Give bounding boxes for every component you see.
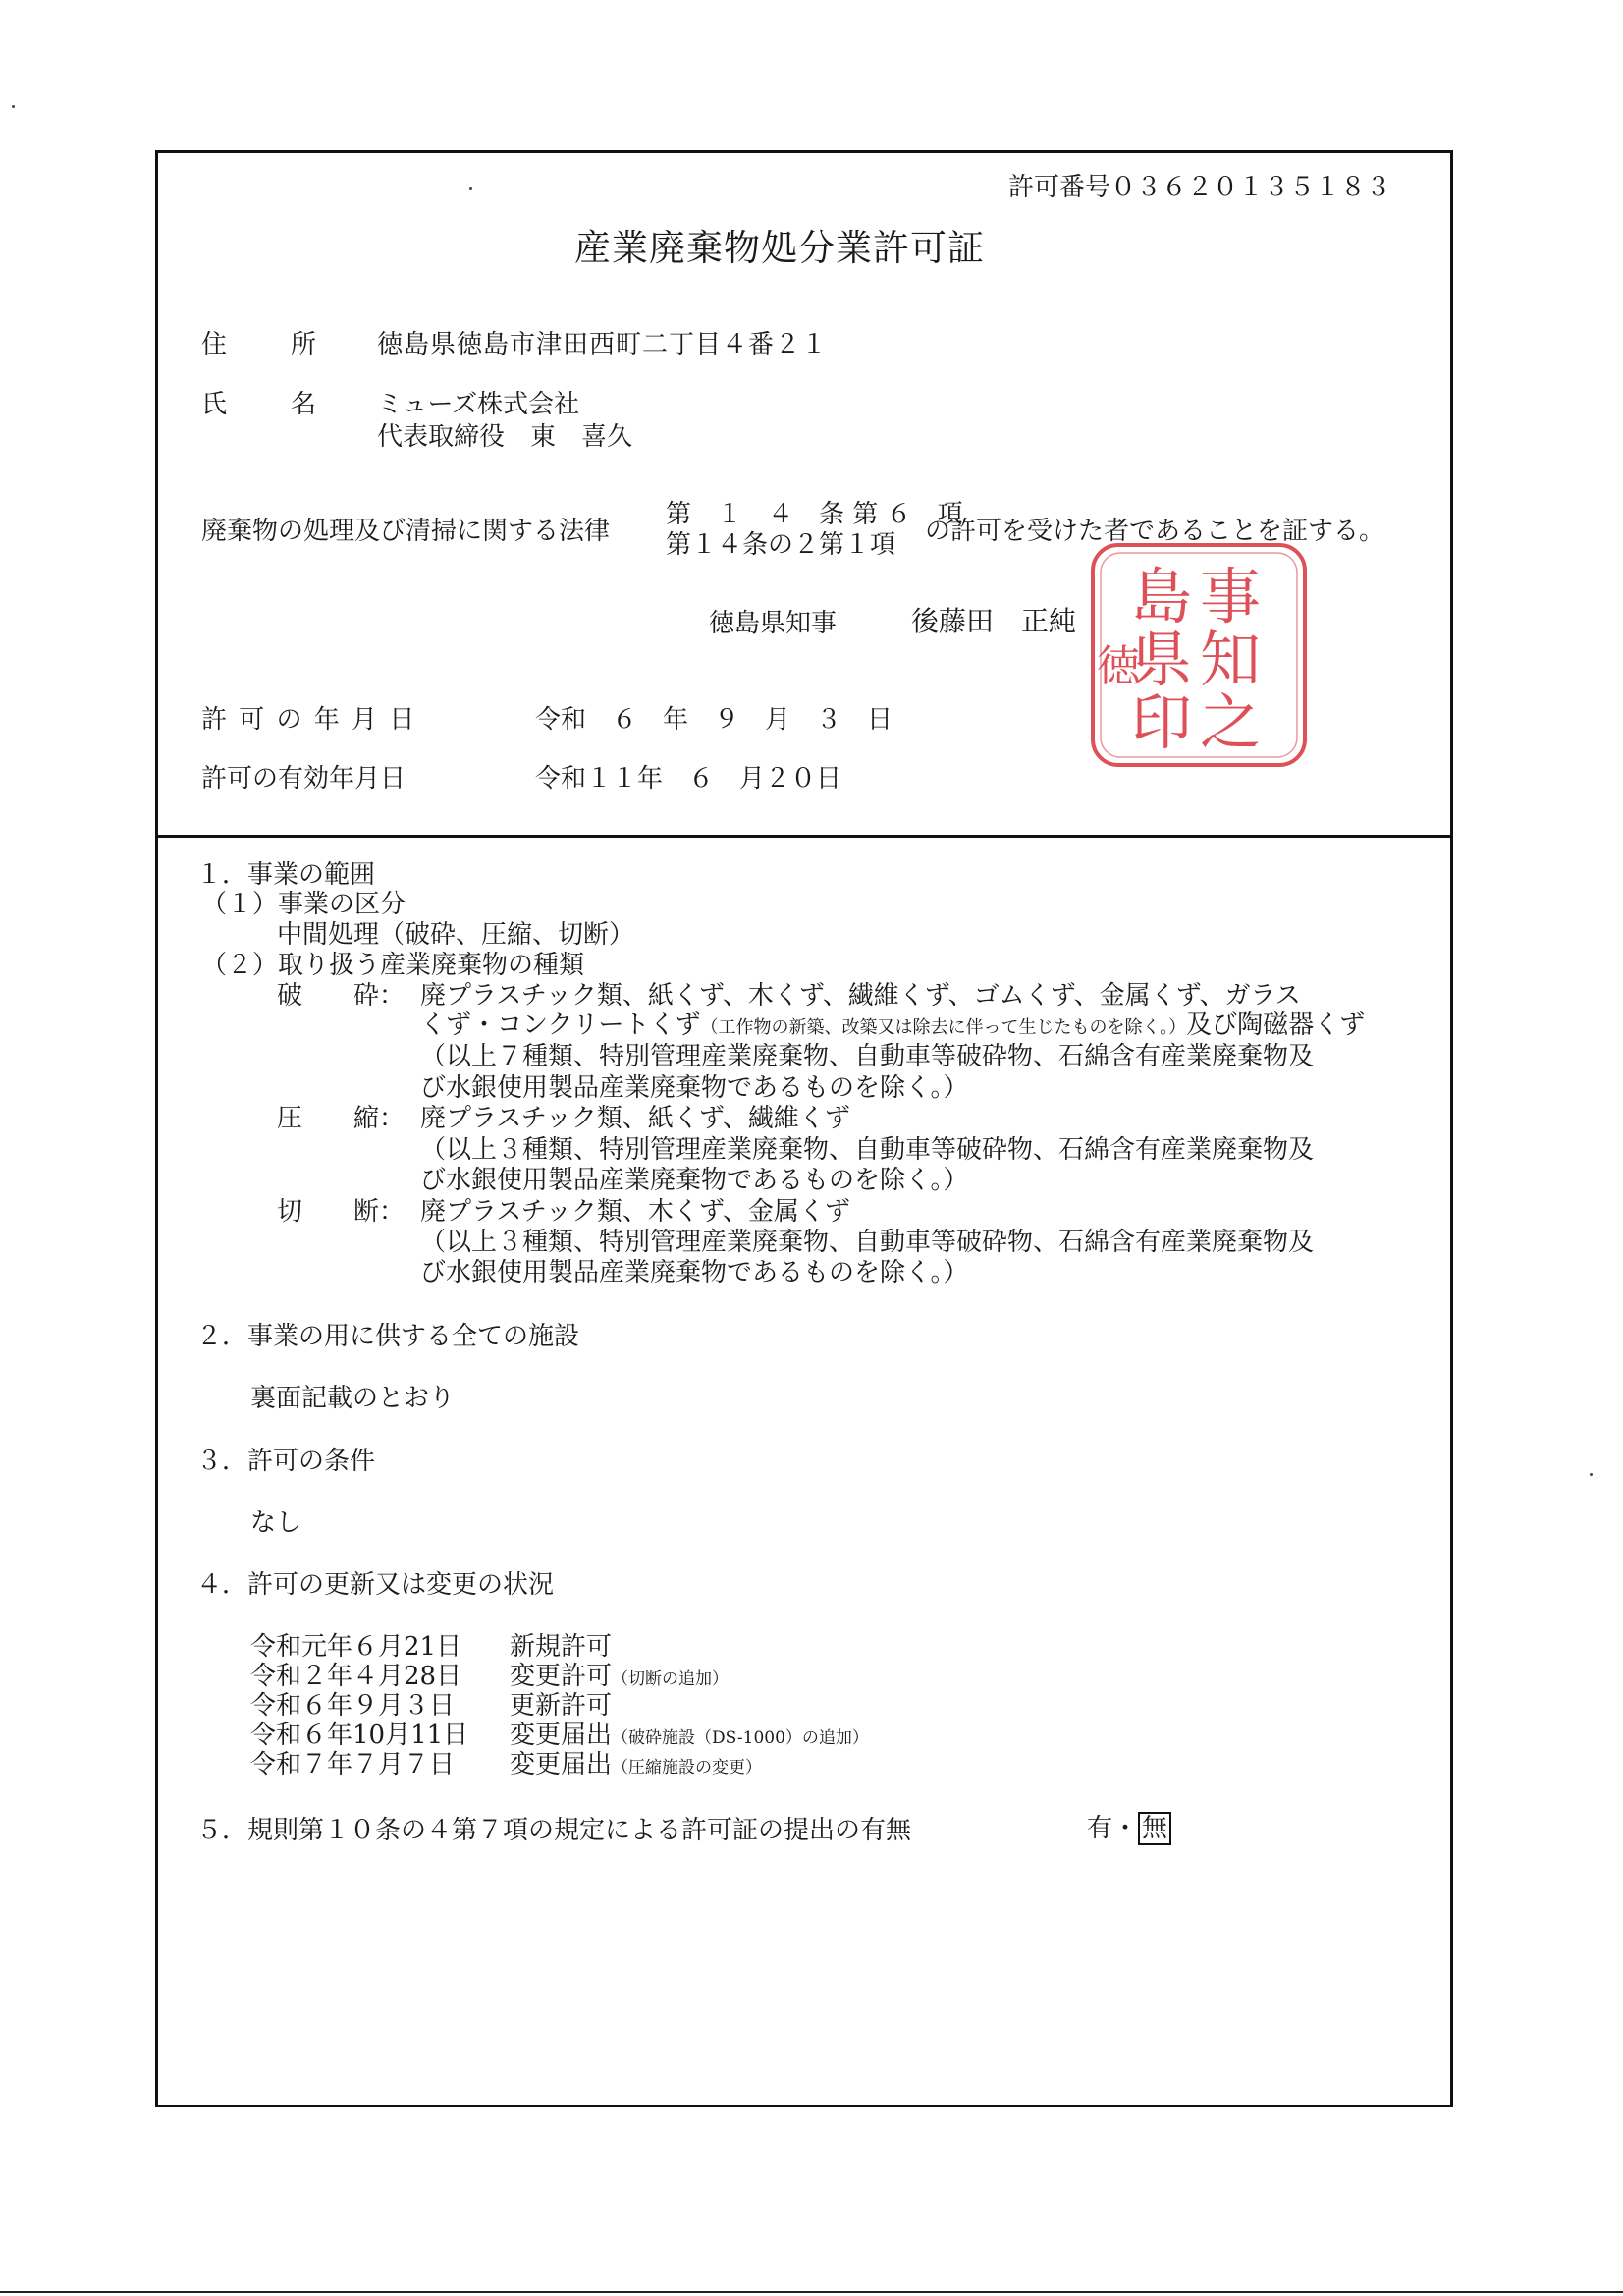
- section-4-heading: ４．許可の更新又は変更の状況: [196, 1570, 555, 1600]
- option-no-circled: 無: [1138, 1812, 1171, 1845]
- certification-article-2: 第１４条の２第１項: [666, 530, 896, 560]
- history-date: 令和６年10月11日: [250, 1721, 469, 1750]
- history-event: 変更許可（切断の追加）: [510, 1662, 730, 1691]
- section-1-heading: １．事業の範囲: [196, 860, 376, 890]
- company-name: ミューズ株式会社: [377, 390, 580, 419]
- permit-number: 許可番号０３６２０１３５１８３: [1008, 173, 1392, 202]
- cut-label: 切 断：: [277, 1197, 406, 1227]
- scan-speck: [1590, 1473, 1593, 1476]
- crush-label: 破 砕：: [277, 981, 406, 1011]
- option-yes: 有: [1087, 1814, 1113, 1843]
- address-value: 徳島県徳島市津田西町二丁目４番２１: [377, 330, 829, 359]
- crush-line-1: 廃プラスチック類、紙くず、木くず、繊維くず、ゴムくず、金属くず、ガラス: [420, 981, 1301, 1011]
- history-date: 令和６年９月３日: [250, 1691, 456, 1721]
- seal-char: 県: [1130, 624, 1193, 695]
- seal-char: 徳: [1097, 641, 1140, 691]
- compress-line-3: び水銀使用製品産業廃棄物であるものを除く。）: [420, 1166, 969, 1195]
- compress-line-2: （以上３種類、特別管理産業廃棄物、自動車等破砕物、石綿含有産業廃棄物及: [420, 1135, 1315, 1165]
- cut-line-2: （以上３種類、特別管理産業廃棄物、自動車等破砕物、石綿含有産業廃棄物及: [420, 1228, 1315, 1257]
- section-3-value: なし: [250, 1508, 302, 1538]
- crush-line-3: （以上７種類、特別管理産業廃棄物、自動車等破砕物、石綿含有産業廃棄物及: [420, 1042, 1315, 1071]
- permit-date-label: 許 可 の 年 月 日: [201, 705, 417, 735]
- section-1-sub1: （１）事業の区分: [201, 890, 406, 919]
- name-label-2: 名: [291, 390, 317, 419]
- history-event: 変更届出（破砕施設（DS-1000）の追加）: [510, 1721, 869, 1750]
- seal-char: 事: [1199, 561, 1262, 632]
- certification-suffix: の許可を受けた者であることを証する。: [925, 517, 1385, 546]
- page-bottom-edge: [0, 2291, 1623, 2293]
- valid-date-label: 許可の有効年月日: [201, 764, 406, 793]
- section-3-heading: ３．許可の条件: [196, 1447, 376, 1476]
- address-label-2: 所: [291, 330, 317, 359]
- issuer-name: 後藤田 正純: [911, 605, 1077, 637]
- issuer-title: 徳島県知事: [709, 609, 838, 638]
- scan-speck: [469, 187, 472, 190]
- section-2-value: 裏面記載のとおり: [250, 1384, 456, 1413]
- section-2-heading: ２．事業の用に供する全ての施設: [196, 1322, 580, 1351]
- scan-speck: [12, 105, 15, 108]
- certification-article-1: 第 １ ４ 条 第 ６ 項: [666, 500, 963, 529]
- document-title: 産業廃棄物処分業許可証: [574, 227, 985, 269]
- cut-line-3: び水銀使用製品産業廃棄物であるものを除く。）: [420, 1258, 969, 1287]
- permit-date-value: 令和 ６ 年 ９ 月 ３ 日: [535, 705, 893, 735]
- submission-options: [1087, 1808, 1171, 1845]
- crush-line-4: び水銀使用製品産業廃棄物であるものを除く。）: [420, 1073, 969, 1103]
- history-date: 令和７年７月７日: [250, 1750, 456, 1779]
- cut-line-1: 廃プラスチック類、木くず、金属くず: [420, 1197, 850, 1227]
- section-divider: [155, 835, 1453, 838]
- seal-char: 知: [1199, 624, 1262, 695]
- history-date: 令和２年４月28日: [250, 1662, 462, 1691]
- crush-line-2: くず・コンクリートくず（工作物の新築、改築又は除去に伴って生じたものを除く。）及び陶磁器くず: [420, 1011, 1366, 1040]
- history-event: 変更届出（圧縮施設の変更）: [510, 1750, 763, 1779]
- section-5-heading: ５．規則第１０条の４第７項の規定による許可証の提出の有無: [196, 1816, 912, 1845]
- seal-char: 之: [1199, 686, 1262, 758]
- name-label-1: 氏: [201, 390, 228, 419]
- section-1-sub2: （２）取り扱う産業廃棄物の種類: [201, 951, 585, 980]
- section-1-sub1-value: 中間処理（破砕、圧縮、切断）: [277, 920, 635, 950]
- history-event: 更新許可: [510, 1691, 613, 1721]
- option-separator: ・: [1112, 1814, 1139, 1843]
- history-event: 新規許可: [510, 1632, 613, 1662]
- history-date: 令和元年６月21日: [250, 1632, 462, 1662]
- seal-char: 島: [1130, 561, 1193, 632]
- certification-prefix: 廃棄物の処理及び清掃に関する法律: [201, 517, 611, 546]
- official-seal-stamp: [1083, 537, 1315, 773]
- compress-label: 圧 縮：: [277, 1104, 406, 1133]
- address-label-1: 住: [201, 330, 228, 359]
- compress-line-1: 廃プラスチック類、紙くず、繊維くず: [420, 1104, 850, 1133]
- representative-name: 代表取締役 東 喜久: [377, 422, 633, 452]
- valid-date-value: 令和１１年 ６ 月２０日: [535, 764, 842, 793]
- seal-char: 印: [1130, 686, 1193, 758]
